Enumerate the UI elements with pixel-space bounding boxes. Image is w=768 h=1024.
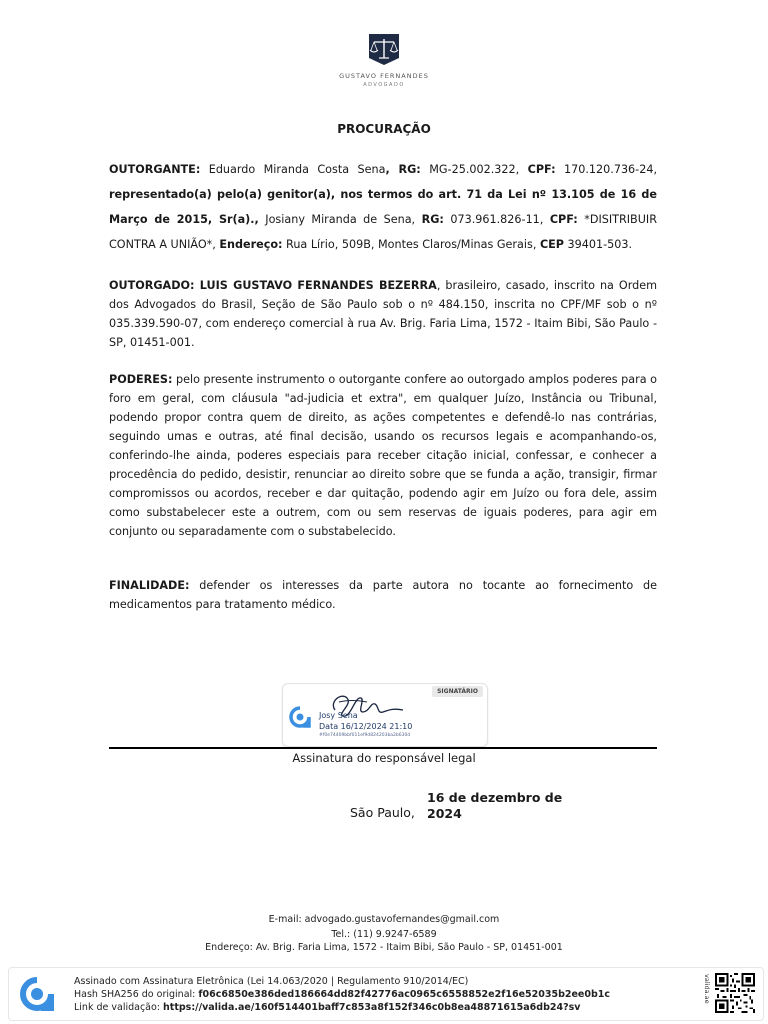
representative-name: Josiany Miranda de Sena, [258, 213, 422, 226]
representative-cpf-label: CPF: [549, 213, 578, 226]
signature-caption: Assinatura do responsável legal [292, 751, 476, 765]
qr-code-icon[interactable] [715, 973, 755, 1013]
validation-provider-logo-icon [17, 976, 57, 1012]
document-title: PROCURAÇÃO [337, 122, 431, 136]
cpf-value: 170.120.736-24, [555, 163, 658, 176]
poderes-text: pelo presente instrumento o outorgante confere ao outorgado amplos poderes para o foro em geral, com cláusula "ad-judicia et extra", em qualquer Juízo, Instância ou Tribunal, podendo propor contra quem de direito, as ações competentes e defendê-lo nas contrárias, seguindo umas e outras, até final decisão, usando os recursos legais e acompanhando-os, conferindo-lhe ainda, poderes especiais para receber citação inicial, confessar, e conhecer a procedência do pedido, desistir, renunciar ao direito sobre que se funda a ação, transigir, firmar compromissos ou acordos, receber e dar quitação, podendo agir em Juízo ou fora dele, assim como substabelecer este a outrem, com ou sem reservas de iguais poderes, para agir em conjunto ou separadamente com o substabelecido. [109, 373, 657, 538]
representative-rg-value: 073.961.826-11, [443, 213, 550, 226]
footer-phone: Tel.: (11) 9.9247-6589 [331, 929, 437, 940]
validation-link-line [74, 1001, 610, 1014]
signature-date: Data 16/12/2024 21:10 [319, 722, 413, 731]
poderes-paragraph [109, 370, 657, 541]
logo-name: GUSTAVO FERNANDES [339, 72, 429, 80]
outorgado-text: , brasileiro, casado, inscrito na Ordem dos Advogados do Brasil, Seção de São Paulo sob o nº 484.150, inscrita no CPF/MF sob o nº 035.339.590-07, com endereço comercial à rua Av. Brig. Faria Lima, 1572 - Itaim Bibi, São Paulo - SP, 01451-001. [109, 279, 657, 349]
signature-provider-icon [289, 706, 311, 728]
cep-value: 39401-503. [564, 238, 633, 251]
document-date: 16 de dezembro de 2024 [427, 790, 563, 821]
rg-value: MG-25.002.322, [420, 163, 528, 176]
signature-validation-band [8, 967, 764, 1021]
outorgado-paragraph [109, 276, 657, 352]
hash-value: f06c6850e386ded186664dd82f42776ac0965c6558852e2f16e52035b2ee0b1c [198, 989, 611, 1000]
validation-text [74, 975, 610, 1014]
representative-cpf-value: *DISITRIBUIR CONTRA A UNIÃO*, [109, 213, 657, 251]
city: São Paulo, [350, 805, 415, 820]
signer-name: Josy Sena [319, 711, 358, 720]
rg-label: , RG: [385, 163, 421, 176]
scales-of-justice-icon [363, 32, 405, 66]
vertical-validation-text: valida.ae [703, 974, 711, 1004]
finalidade-paragraph [109, 576, 657, 614]
poderes-label: PODERES: [109, 373, 173, 386]
signature-hash: #f0e74409bbf011ef9d824203ba2b630d [319, 733, 411, 738]
address-label: Endereço: [219, 238, 283, 251]
signature-line [109, 747, 657, 749]
law-firm-logo [332, 24, 436, 96]
validation-link[interactable]: https://valida.ae/160f514401baff7c853a8f152f346c0b8ea48871615a6db24?sv [163, 1002, 581, 1013]
validation-legal-line: Assinado com Assinatura Eletrônica (Lei 14.063/2020 | Regulamento 910/2014/EC) [74, 976, 469, 987]
footer-email: E-mail: advogado.gustavofernandes@gmail.com [268, 914, 500, 925]
vertical-validation-label [701, 974, 711, 1014]
address-value: Rua Lírio, 509B, Montes Claros/Minas Gerais, [282, 238, 540, 251]
representative-clause: representado(a) pelo(a) genitor(a), nos termos do art. 71 da Lei nº 13.105 de 16 de Março de 2015, Sr(a)., [109, 188, 657, 226]
finalidade-label: FINALIDADE: [109, 579, 190, 592]
outorgante-label: OUTORGANTE: [109, 163, 201, 176]
outorgado-label: OUTORGADO: LUIS GUSTAVO FERNANDES BEZERRA [109, 279, 437, 292]
signatory-tag: SIGNATÁRIO [432, 686, 483, 697]
link-label: Link de validação: [74, 1002, 164, 1013]
hash-label: Hash SHA256 do original: [74, 989, 199, 1000]
cep-label: CEP [539, 238, 564, 251]
footer-address: Endereço: Av. Brig. Faria Lima, 1572 - Itaim Bibi, São Paulo - SP, 01451-001 [205, 942, 563, 953]
cpf-label: CPF: [527, 163, 556, 176]
logo-subtitle: ADVOGADO [363, 82, 405, 88]
outorgante-name: Eduardo Miranda Costa Sena [200, 163, 386, 176]
electronic-signature-card[interactable] [282, 683, 488, 747]
representative-rg-label: RG: [421, 213, 444, 226]
validation-hash-line [74, 988, 610, 1001]
finalidade-text: defender os interesses da parte autora no tocante ao fornecimento de medicamentos para tratamento médico. [109, 579, 657, 611]
outorgante-paragraph [109, 157, 657, 257]
